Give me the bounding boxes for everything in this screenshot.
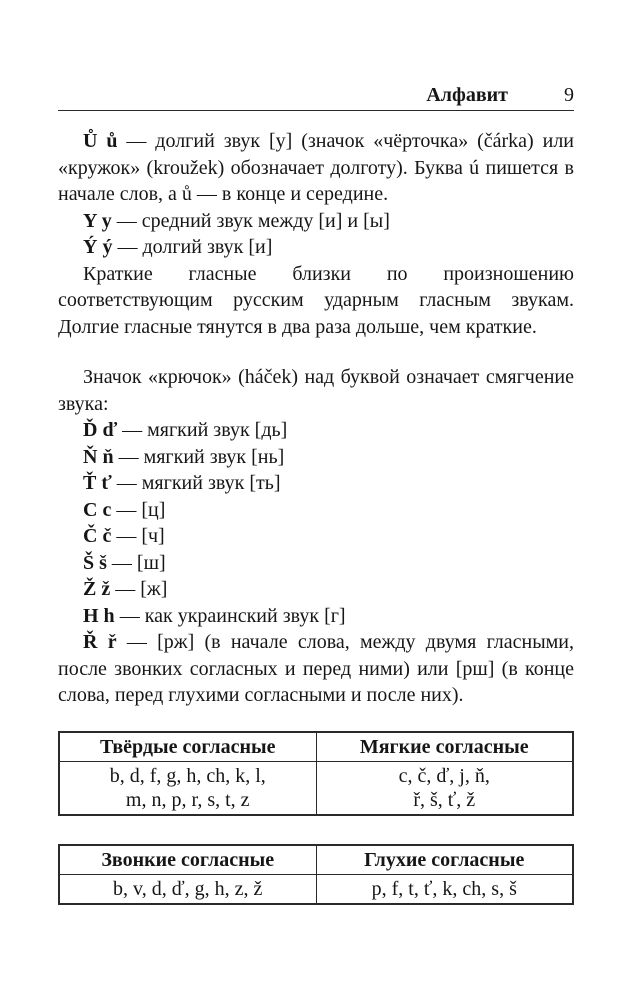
paragraph-u-ring	[58, 128, 574, 208]
cell-line: p, f, t, ť, k, ch, s, š	[371, 877, 517, 900]
letter-pair-r-hacek: Ř ř	[83, 631, 117, 653]
voiced-consonants-cell	[59, 874, 316, 904]
letter-pair-n-hacek: Ň ň	[83, 445, 114, 468]
page-number: 9	[564, 84, 574, 106]
soft-consonants-cell	[316, 761, 573, 815]
hard-consonants-cell	[59, 761, 316, 815]
definition-text: — как украинский звук [г]	[114, 604, 346, 627]
letter-pair-t-hacek: Ť ť	[83, 472, 112, 494]
table-header-row	[59, 845, 573, 875]
voiceless-consonants-header: Глухие согласные	[316, 845, 573, 875]
cell-line: c, č, ď, j, ň,	[398, 764, 490, 787]
letter-line-d-hacek	[58, 417, 574, 444]
letter-line-z-hacek	[58, 576, 574, 603]
paragraph-hacek: Значок «крючок» (háček) над буквой означает смягчение звука:	[58, 366, 574, 415]
letter-line-n-hacek	[58, 444, 574, 471]
letter-pair-c-hacek: Č č	[83, 525, 112, 547]
letter-line-y-acute	[58, 234, 574, 261]
letter-line-s-hacek	[58, 550, 574, 577]
definition-text: — мягкий звук [дь]	[117, 419, 288, 441]
definition-text: — средний звук между [и] и [ы]	[111, 209, 390, 232]
table-body-row	[59, 761, 573, 815]
letter-line-h	[58, 603, 574, 630]
paragraph-short-vowels: Краткие гласные близки по произношению соответствующим русским ударным гласным звукам. Долгие гласные тянутся в два раза дольше, чем краткие.	[58, 262, 574, 338]
definition-text: — [ч]	[111, 525, 165, 547]
cell-line: b, d, f, g, h, ch, k, l,	[109, 764, 266, 787]
letter-line-c	[58, 497, 574, 524]
letter-pair-u-ring: Ů ů	[83, 130, 118, 152]
table-header-row	[59, 732, 573, 762]
cell-line: b, v, d, ď, g, h, z, ž	[113, 877, 263, 900]
letter-line-y	[58, 208, 574, 235]
cell-line: m, n, p, r, s, t, z	[125, 788, 250, 811]
definition-text: — [рж] (в начале слова, между двумя гласными, после звонких согласных и перед ними) или [рш] (в конце слова, перед глухими согласными и после них).	[58, 631, 574, 706]
paragraph-r-hacek	[58, 629, 574, 709]
section-title: Алфавит	[426, 84, 508, 106]
hard-consonants-header: Твёрдые согласные	[59, 732, 316, 762]
letter-pair-c: C c	[83, 498, 112, 521]
letter-line-t-hacek	[58, 470, 574, 497]
letter-pair-y: Y y	[83, 209, 112, 232]
definition-text: — [ш]	[106, 551, 166, 574]
letter-pair-h: H h	[83, 604, 115, 627]
letter-pair-d-hacek: Ď ď	[83, 419, 118, 441]
letter-pair-s-hacek: Š š	[83, 551, 107, 574]
definition-text: — [ж]	[110, 578, 168, 600]
letter-pair-z-hacek: Ž ž	[83, 578, 111, 600]
letter-pair-y-acute: Ý ý	[83, 236, 113, 258]
definition-text: — мягкий звук [нь]	[113, 445, 285, 468]
letter-line-c-hacek	[58, 523, 574, 550]
header-rule	[58, 110, 574, 111]
page-body	[58, 128, 574, 905]
definition-text: — мягкий звук [ть]	[111, 472, 281, 494]
definition-text: — [ц]	[111, 498, 166, 521]
soft-consonants-header: Мягкие согласные	[316, 732, 573, 762]
page-header	[58, 84, 574, 106]
voiced-consonants-header: Звонкие согласные	[59, 845, 316, 875]
definition-text: — долгий звук [и]	[112, 236, 273, 258]
definition-text: — долгий звук [у] (значок «чёрточка» (čárka) или «кружок» (kroužek) обозначает долготу). Буква ú пишется в начале слов, а ů — в конце и середине.	[58, 130, 574, 205]
cell-line: ř, š, ť, ž	[413, 788, 476, 811]
voiced-voiceless-consonants-table	[58, 844, 574, 905]
voiceless-consonants-cell	[316, 874, 573, 904]
hard-soft-consonants-table	[58, 731, 574, 816]
table-body-row	[59, 874, 573, 904]
